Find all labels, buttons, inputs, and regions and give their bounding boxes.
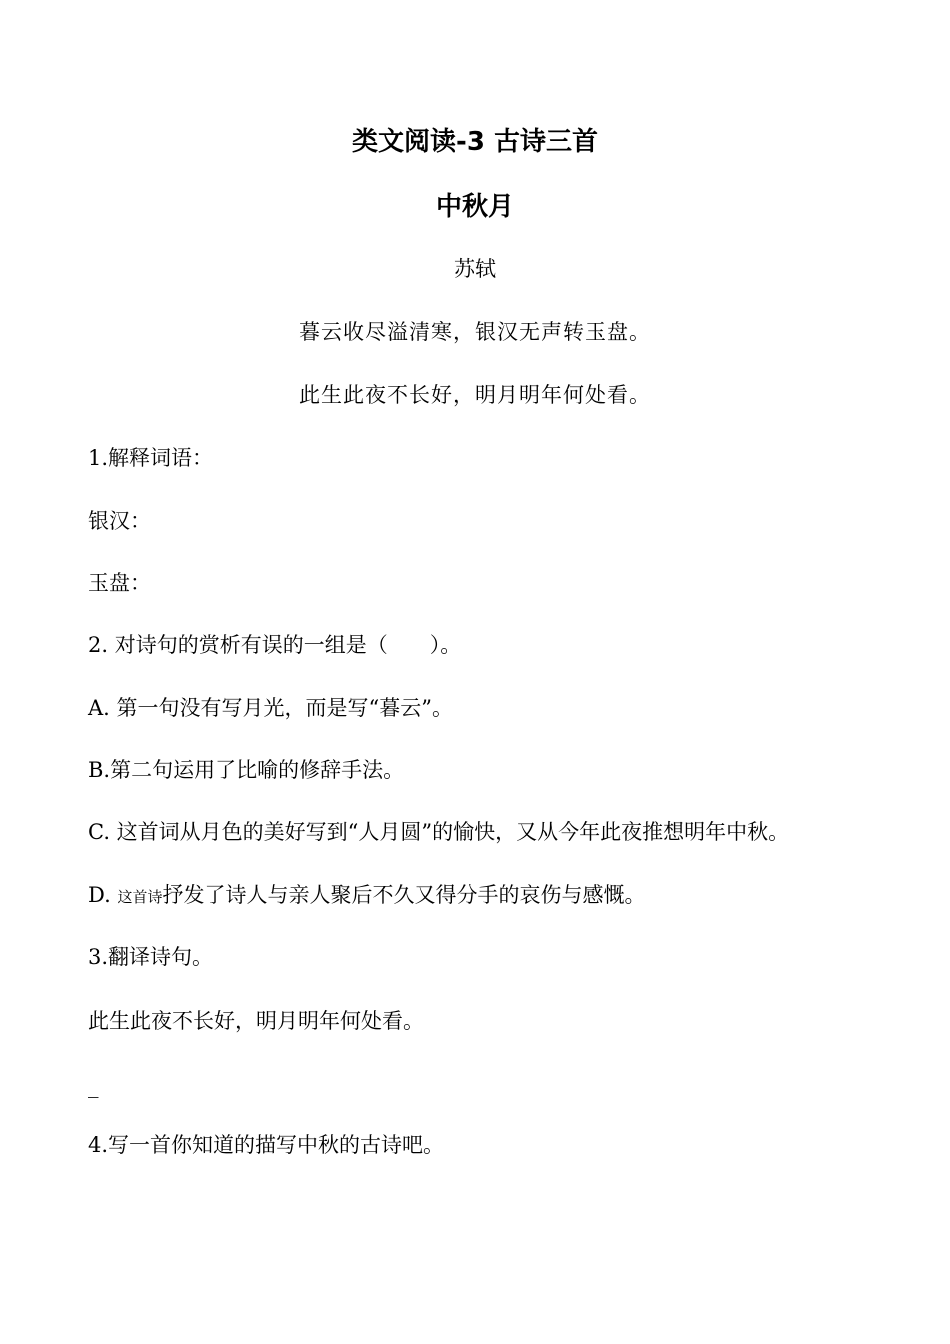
- question-2-option-d: [88, 885, 645, 906]
- document-heading: 类文阅读-3 古诗三首: [352, 127, 598, 157]
- question-3-answer-blank: _: [88, 1074, 99, 1098]
- option-d-prefix: D.: [88, 883, 118, 907]
- question-2-option-b: B.第二句运用了比喻的修辞手法。: [88, 758, 405, 782]
- option-d-small-text: 这首诗: [117, 888, 163, 906]
- poem-title: 中秋月: [435, 192, 514, 222]
- question-1-term-2: 玉盘：: [88, 571, 151, 595]
- poem-author: 苏轼: [454, 257, 496, 281]
- option-d-rest: 抒发了诗人与亲人聚后不久又得分手的哀伤与感慨。: [162, 883, 646, 907]
- question-3-label: 3.翻译诗句。: [88, 945, 214, 969]
- question-2-option-a: A. 第一句没有写月光，而是写“暮云”。: [88, 696, 453, 720]
- question-4-label: 4.写一首你知道的描写中秋的古诗吧。: [88, 1133, 445, 1157]
- question-1-label: 1.解释词语：: [88, 446, 214, 470]
- question-1-term-1: 银汉：: [88, 509, 151, 533]
- question-2-label: 2. 对诗句的赏析有误的一组是（ ）。: [88, 633, 462, 657]
- question-3-poem-line: 此生此夜不长好，明月明年何处看。: [88, 1009, 424, 1033]
- poem-line-1: 暮云收尽溢清寒，银汉无声转玉盘。: [299, 320, 651, 344]
- poem-line-2: 此生此夜不长好，明月明年何处看。: [299, 383, 651, 407]
- question-2-option-c: C. 这首词从月色的美好写到“人月圆”的愉快，又从今年此夜推想明年中秋。: [88, 820, 790, 844]
